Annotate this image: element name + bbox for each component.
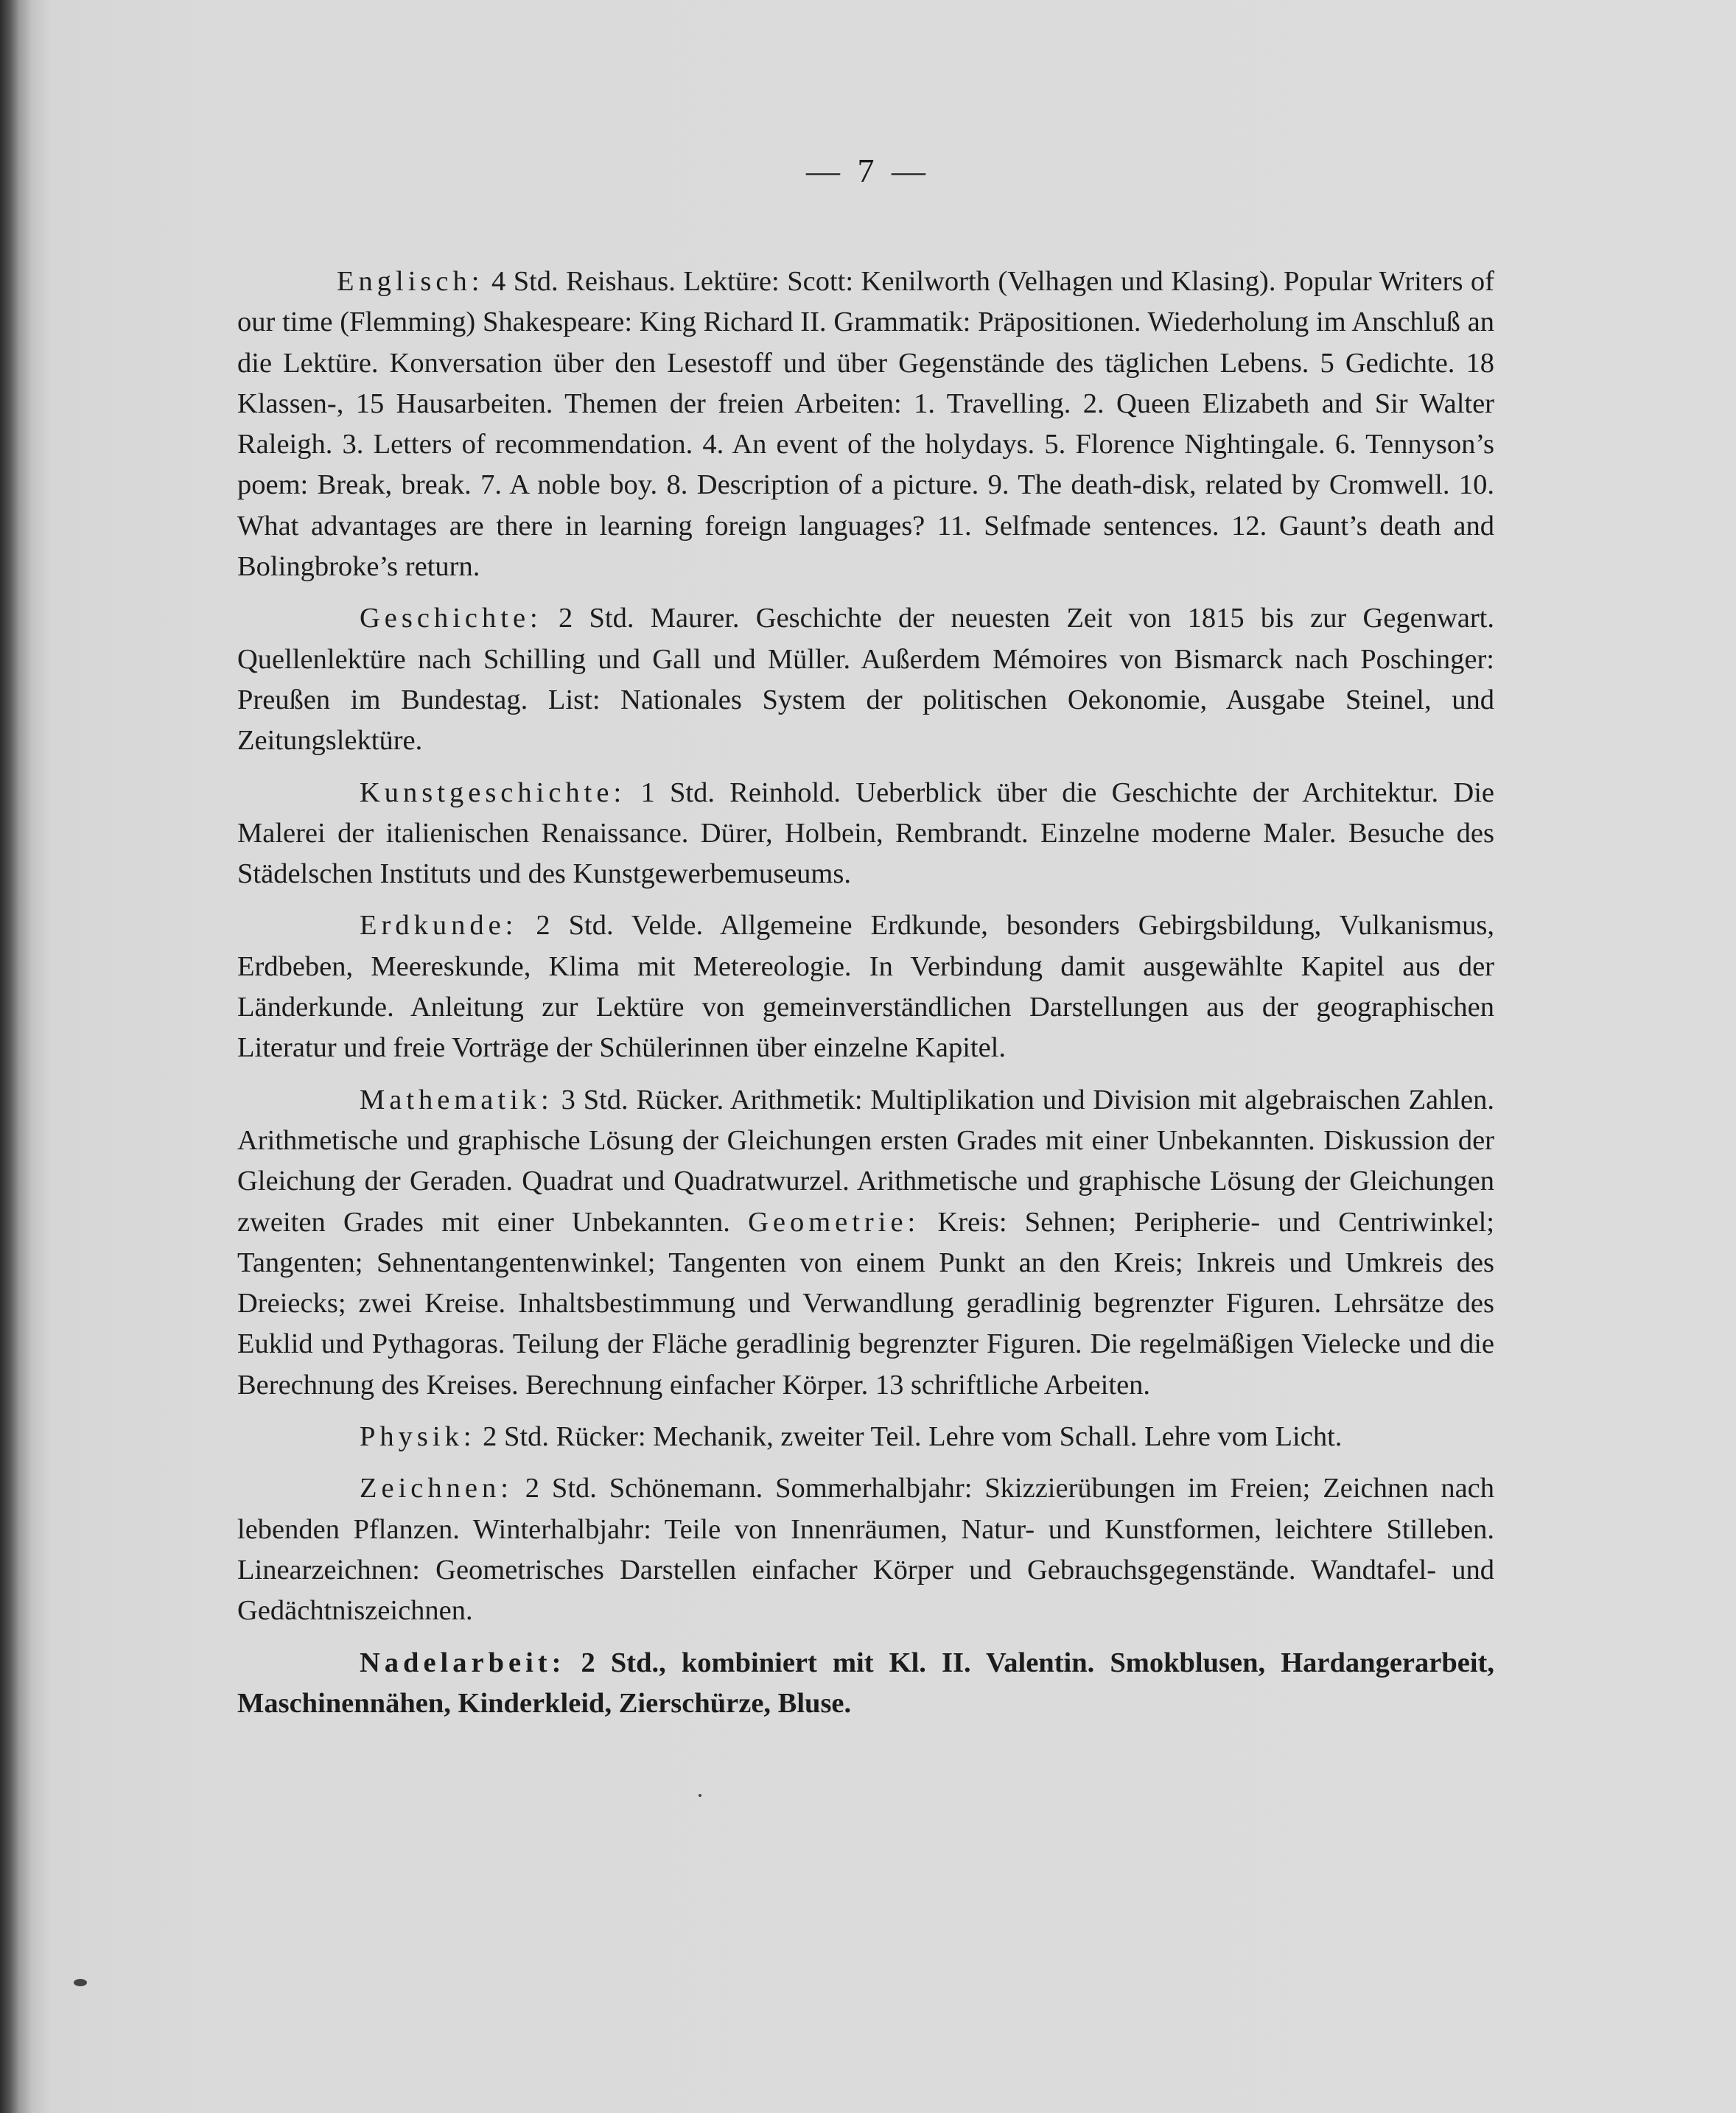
ink-speck <box>699 1794 701 1797</box>
subject-heading-geschichte: Geschichte: <box>360 603 542 634</box>
paragraph-text-nadelarbeit: 2 Std., kombiniert mit Kl. II. Valentin. Smokblusen, Hardangerarbeit, Maschinennähen, Kinderkleid, Zierschürze, Bluse. <box>237 1647 1495 1719</box>
paragraph-text-englisch: 4 Std. Reishaus. Lektüre: Scott: Kenilworth (Velhagen und Klasing). Popular Writers of our time (Flemming) Shakespeare: King Richard II. Grammatik: Präpositionen. Wiederholung im Anschluß an die Lektüre. Konversation über den Lesestoff und über Gegenstände des täglichen Lebens. 5 Gedichte. 18 Klassen-, 15 Hausarbeiten. Themen der freien Arbeiten: 1. Travelling. 2. Queen Elizabeth and Sir Walter Raleigh. 3. Letters of recommendation. 4. An event of the holydays. 5. Florence Nightingale. 6. Tennyson’s poem: Break, break. 7. A noble boy. 8. Description of a picture. 9. The death-disk, related by Cromwell. 10. What advantages are there in learning foreign languages? 11. Selfmade sentences. 12. Gaunt’s death and Bolingbroke’s return. <box>237 266 1494 583</box>
paragraph-text-mathematik-geometrie: Kreis: Sehnen; Peripherie- und Centriwinkel; Tangenten; Sehnentangentenwinkel; Tangenten von einem Punkt an den Kreis; Inkreis und Umkreis des Dreiecks; zwei Kreise. Inhaltsbestimmung und Verwandlung geradlinig begrenzter Figuren. Lehrsätze des Euklid und Pythagoras. Teilung der Fläche geradlinig begrenzter Figuren. Die regelmäßigen Vielecke und die Berechnung des Kreises. Berechnung einfacher Körper. 13 schriftliche Arbeiten. <box>237 1206 1495 1401</box>
subject-heading-erdkunde: Erdkunde: <box>360 910 518 942</box>
paragraph-text-geschichte: 2 Std. Maurer. Geschichte der neuesten Zeit von 1815 bis zur Gegenwart. Quellenlektüre nach Schilling und Gall und Müller. Außerdem Mémoires von Bismarck nach Poschinger: Preußen im Bundestag. List: Nationales System der politischen Oekonomie, Ausgabe Steinel, und Zeitungslektüre. <box>237 603 1494 757</box>
subject-heading-mathematik: Mathematik: <box>360 1084 553 1115</box>
paragraph-text-mathematik-arithmetik: 3 Std. Rücker. Arithmetik: Multiplikation und Division mit algebraischen Zahlen. Arithmetische und graphische Lösung der Gleichungen ersten Grades mit einer Unbekannten. Diskussion der Gleichung der Geraden. Quadrat und Quadratwurzel. Arithmetische und graphische Lösung der Gleichungen zweiten Grades mit einer Unbekannten. <box>237 1084 1494 1238</box>
paragraph-geschichte <box>237 598 1494 761</box>
paragraph-text-kunstgeschichte: 1 Std. Reinhold. Ueberblick über die Geschichte der Architektur. Die Malerei der italienischen Renaissance. Dürer, Holbein, Rembrandt. Einzelne moderne Maler. Besuche des Städelschen Instituts und des Kunstgewerbemuseums. <box>237 777 1494 890</box>
document-body <box>237 262 1494 1735</box>
ink-speck <box>74 1979 87 1986</box>
subject-heading-physik: Physik: <box>360 1421 476 1453</box>
paragraph-physik <box>237 1417 1494 1457</box>
paragraph-nadelarbeit <box>237 1643 1494 1725</box>
paragraph-text-erdkunde: 2 Std. Velde. Allgemeine Erdkunde, besonders Gebirgsbildung, Vulkanismus, Erdbeben, Meereskunde, Klima mit Metereologie. In Verbindung damit ausgewählte Kapitel aus der Länderkunde. Anleitung zur Lektüre von gemeinverständlichen Darstellungen aus der geographischen Literatur und freie Vorträge der Schülerinnen über einzelne Kapitel. <box>237 910 1495 1064</box>
paragraph-text-physik: 2 Std. Rücker: Mechanik, zweiter Teil. Lehre vom Schall. Lehre vom Licht. <box>483 1421 1343 1453</box>
page-number: — 7 — <box>806 152 930 189</box>
subject-heading-kunstgeschichte: Kunstgeschichte: <box>360 777 626 808</box>
subheading-geometrie: Geometrie: <box>748 1206 920 1238</box>
paragraph-kunstgeschichte <box>237 773 1494 895</box>
paragraph-mathematik <box>237 1080 1494 1406</box>
paragraph-text-zeichnen: 2 Std. Schönemann. Sommerhalbjahr: Skizzierübungen im Freien; Zeichnen nach lebenden Pflanzen. Winterhalbjahr: Teile von Innenräumen, Natur- und Kunstformen, leichtere Stilleben. Linearzeichnen: Geometrisches Darstellen einfacher Körper und Gebrauchsgegenstände. Wandtafel- und Gedächtniszeichnen. <box>237 1473 1494 1627</box>
paragraph-zeichnen <box>237 1468 1494 1631</box>
subject-heading-englisch: Englisch: <box>337 266 484 297</box>
subject-heading-zeichnen: Zeichnen: <box>360 1473 513 1504</box>
subject-heading-nadelarbeit: Nadelarbeit: <box>360 1647 566 1678</box>
paragraph-erdkunde <box>237 905 1494 1068</box>
paragraph-englisch <box>237 262 1494 587</box>
